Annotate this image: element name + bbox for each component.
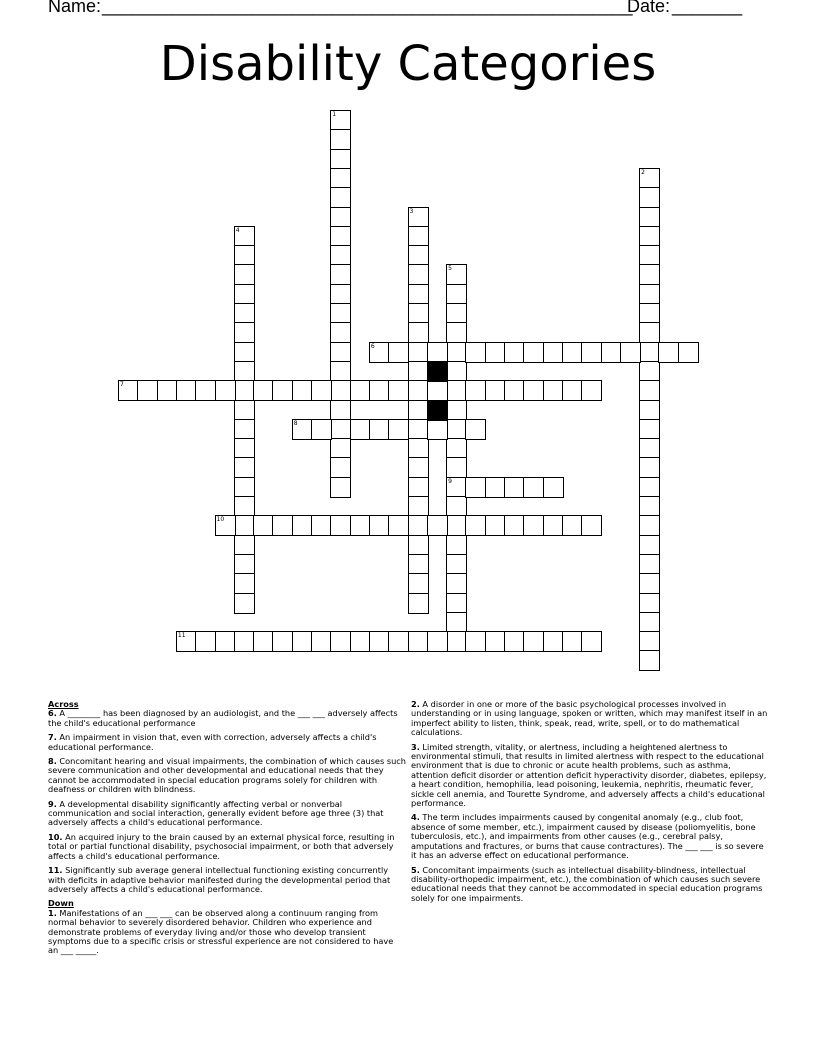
- crossword-cell[interactable]: [311, 631, 332, 652]
- crossword-cell[interactable]: [639, 226, 660, 247]
- crossword-cell[interactable]: [581, 515, 602, 536]
- crossword-cell[interactable]: [523, 477, 544, 498]
- crossword-cell[interactable]: [639, 477, 660, 498]
- clue-number: 8: [293, 419, 298, 427]
- clue-number: 11: [177, 632, 186, 640]
- crossword-cell[interactable]: [195, 631, 216, 652]
- date-blank[interactable]: _______: [672, 0, 743, 16]
- crossword-cell[interactable]: [292, 631, 313, 652]
- crossword-cell[interactable]: [195, 380, 216, 401]
- crossword-cell[interactable]: [330, 438, 351, 459]
- crossword-cell[interactable]: [350, 380, 371, 401]
- clue-number: 4: [235, 226, 240, 234]
- clue-number: 5: [448, 265, 452, 273]
- clue-across-10: 10. An acquired injury to the brain caused by an external physical force, resulting in total or partial functional disability, psychosocial impairment, or both that adversely affects a child's educational performance.: [48, 831, 395, 861]
- crossword-cell[interactable]: [330, 207, 351, 228]
- name-blank[interactable]: _____________________________________________________: [102, 0, 633, 16]
- clue-across-6: 6. A ________ has been diagnosed by an audiologist, and the ___ ___ adversely affects the child's educational performance: [48, 708, 398, 728]
- crossword-cell[interactable]: [330, 168, 351, 189]
- name-label: Name:: [48, 0, 102, 16]
- crossword-cell[interactable]: [253, 515, 274, 536]
- crossword-cell[interactable]: [639, 535, 660, 556]
- crossword-cell[interactable]: [543, 477, 564, 498]
- crossword-cell[interactable]: [330, 457, 351, 478]
- crossword-cell[interactable]: [330, 149, 351, 170]
- clue-down-3: 3. Limited strength, vitality, or alertness, including a heightened alertness to environmental stimuli, that results in limited alertness with respect to the educational environment that is due to chronic or acute health problems, such as asthma, attention deficit disorder or attention deficit hyperactivity disorder, diabetes, epilepsy, a heart condition, hemophilia, lead poisoning, leukemia, nephritis, rheumatic fever, sickle cell anemia, and Tourette Syndrome, and adversely affects a child's educational performance.: [411, 741, 767, 809]
- crossword-cell[interactable]: [427, 515, 448, 536]
- crossword-cell[interactable]: [388, 515, 409, 536]
- crossword-cell[interactable]: [292, 380, 313, 401]
- crossword-cell[interactable]: [176, 631, 197, 652]
- crossword-cell[interactable]: [446, 264, 467, 285]
- clue-number: 6: [370, 342, 375, 350]
- crossword-cell[interactable]: [504, 515, 525, 536]
- crossword-cell[interactable]: [639, 284, 660, 305]
- crossword-cell[interactable]: [350, 515, 371, 536]
- crossword-cell[interactable]: [620, 342, 641, 363]
- crossword-cell[interactable]: [658, 342, 679, 363]
- crossword-cell[interactable]: [408, 226, 429, 247]
- crossword-cell[interactable]: [408, 342, 429, 363]
- crossword-cell[interactable]: [388, 419, 409, 440]
- page-title: Disability Categories: [159, 36, 657, 92]
- clue-number: 10: [216, 516, 225, 524]
- crossword-cell[interactable]: [408, 496, 429, 517]
- crossword-cell[interactable]: [562, 631, 583, 652]
- crossword-cell[interactable]: [234, 457, 255, 478]
- crossword-cell[interactable]: [234, 303, 255, 324]
- crossword-cell[interactable]: [581, 380, 602, 401]
- crossword-cell[interactable]: [330, 226, 351, 247]
- crossword-cell[interactable]: [234, 554, 255, 575]
- crossword-cell[interactable]: [234, 361, 255, 382]
- crossword-cell[interactable]: [408, 303, 429, 324]
- crossword-cell[interactable]: [465, 380, 486, 401]
- crossword-cell[interactable]: [330, 631, 351, 652]
- crossword-cell[interactable]: [485, 342, 506, 363]
- crossword-cell[interactable]: [234, 400, 255, 421]
- clue-across-11: 11. Significantly sub average general intellectual functioning existing concurrently with deficits in adaptive behavior manifested during the developmental period that adversely affects a child's educational performance.: [48, 865, 391, 894]
- crossword-cell[interactable]: [446, 438, 467, 459]
- crossword-cell[interactable]: [330, 110, 351, 131]
- crossword-cell[interactable]: [215, 380, 236, 401]
- clues-left-column: [48, 700, 406, 961]
- crossword-cell[interactable]: [234, 515, 255, 536]
- crossword-cell[interactable]: [504, 477, 525, 498]
- crossword-cell[interactable]: [137, 380, 158, 401]
- crossword-cell[interactable]: [639, 612, 660, 633]
- crossword-cell[interactable]: [234, 593, 255, 614]
- crossword-cell[interactable]: [543, 342, 564, 363]
- crossword-cell[interactable]: [639, 573, 660, 594]
- crossword-cell[interactable]: [408, 457, 429, 478]
- crossword-cell[interactable]: [446, 593, 467, 614]
- crossword-cell[interactable]: [446, 419, 467, 440]
- crossword-cell[interactable]: [330, 264, 351, 285]
- crossword-cell[interactable]: [330, 284, 351, 305]
- crossword-cell[interactable]: [639, 554, 660, 575]
- crossword-cell[interactable]: [446, 284, 467, 305]
- clues-right-column: [411, 700, 769, 908]
- crossword-cell[interactable]: [234, 438, 255, 459]
- crossword-cell[interactable]: [234, 380, 255, 401]
- crossword-cell[interactable]: [446, 612, 467, 633]
- crossword-cell[interactable]: [292, 419, 313, 440]
- crossword-cell[interactable]: [465, 342, 486, 363]
- crossword-cell[interactable]: [408, 477, 429, 498]
- crossword-cell[interactable]: [446, 361, 467, 382]
- crossword-cell[interactable]: [639, 380, 660, 401]
- crossword-cell[interactable]: [543, 380, 564, 401]
- crossword-cell[interactable]: [388, 631, 409, 652]
- date-label: Date:: [627, 0, 671, 16]
- crossword-cell[interactable]: [234, 342, 255, 363]
- crossword-cell[interactable]: [465, 515, 486, 536]
- crossword-cell[interactable]: [504, 342, 525, 363]
- crossword-cell[interactable]: [446, 322, 467, 343]
- crossword-cell[interactable]: [639, 207, 660, 228]
- crossword-cell[interactable]: [408, 264, 429, 285]
- crossword-cell[interactable]: [543, 631, 564, 652]
- crossword-cell[interactable]: [408, 593, 429, 614]
- crossword-cell[interactable]: [408, 361, 429, 382]
- crossword-cell[interactable]: [330, 245, 351, 266]
- crossword-cell[interactable]: [562, 342, 583, 363]
- crossword-cell[interactable]: [446, 303, 467, 324]
- crossword-cell[interactable]: [446, 477, 467, 498]
- crossword-cell[interactable]: [446, 400, 467, 421]
- crossword-cell[interactable]: [465, 419, 486, 440]
- crossword-cell[interactable]: [504, 380, 525, 401]
- crossword-cell[interactable]: [408, 631, 429, 652]
- clue-down-2: 2. A disorder in one or more of the basic psychological processes involved in understanding or in using language, spoken or written, which may manifest itself in an imperfect ability to listen, think, speak, read, write, spell, or to do mathematical calculations.: [411, 699, 768, 738]
- clue-number: 7: [120, 381, 124, 389]
- crossword-cell[interactable]: [350, 631, 371, 652]
- crossword-cell[interactable]: [639, 342, 660, 363]
- crossword-cell[interactable]: [234, 245, 255, 266]
- crossword-cell[interactable]: [350, 419, 371, 440]
- crossword-cell[interactable]: [234, 322, 255, 343]
- crossword-cell[interactable]: [330, 187, 351, 208]
- crossword-cell[interactable]: [639, 419, 660, 440]
- crossword-cell[interactable]: [408, 438, 429, 459]
- crossword-cell[interactable]: [234, 631, 255, 652]
- crossword-cell[interactable]: [234, 419, 255, 440]
- crossword-cell[interactable]: [446, 457, 467, 478]
- crossword-cell[interactable]: [330, 477, 351, 498]
- crossword-cell[interactable]: [485, 477, 506, 498]
- crossword-cell[interactable]: [408, 322, 429, 343]
- crossword-cell[interactable]: [330, 322, 351, 343]
- clue-across-7: 7. An impairment in vision that, even with correction, adversely affects a child's educational performance.: [48, 732, 377, 752]
- crossword-cell[interactable]: [446, 380, 467, 401]
- crossword-cell[interactable]: [369, 342, 390, 363]
- crossword-cell[interactable]: [446, 515, 467, 536]
- crossword-cell[interactable]: [330, 361, 351, 382]
- crossword-cell[interactable]: [446, 496, 467, 517]
- crossword-cell[interactable]: [408, 419, 429, 440]
- crossword-cell[interactable]: [446, 342, 467, 363]
- crossword-cell[interactable]: [157, 380, 178, 401]
- crossword-cell[interactable]: [234, 264, 255, 285]
- crossword-cell[interactable]: [118, 380, 139, 401]
- crossword-cell[interactable]: [408, 284, 429, 305]
- crossword-cell[interactable]: [234, 496, 255, 517]
- clue-number: 2: [641, 168, 645, 176]
- crossword-cell[interactable]: [639, 322, 660, 343]
- crossword-cell[interactable]: [465, 477, 486, 498]
- crossword-block-cell: [427, 400, 448, 421]
- crossword-cell[interactable]: [639, 168, 660, 189]
- crossword-cell[interactable]: [427, 419, 448, 440]
- crossword-cell[interactable]: [446, 631, 467, 652]
- crossword-cell[interactable]: [639, 631, 660, 652]
- crossword-cell[interactable]: [581, 631, 602, 652]
- crossword-cell[interactable]: [292, 515, 313, 536]
- crossword-cell[interactable]: [234, 535, 255, 556]
- crossword-cell[interactable]: [330, 515, 351, 536]
- crossword-cell[interactable]: [639, 438, 660, 459]
- crossword-cell[interactable]: [330, 303, 351, 324]
- crossword-cell[interactable]: [176, 380, 197, 401]
- crossword-cell[interactable]: [639, 245, 660, 266]
- crossword-cell[interactable]: [369, 631, 390, 652]
- crossword-cell[interactable]: [330, 419, 351, 440]
- clue-down-1: 1. Manifestations of an ___ ___ can be observed along a continuum ranging from normal behavior to severely disordered behavior. Children who experience and demonstrate problems of everyday living and/or those who develop transient symptoms due to a specific crisis or stressful experience are not considered to have an ___ _____.: [48, 907, 394, 956]
- crossword-cell[interactable]: [639, 400, 660, 421]
- crossword-cell[interactable]: [234, 477, 255, 498]
- crossword-cell[interactable]: [639, 187, 660, 208]
- crossword-cell[interactable]: [639, 593, 660, 614]
- clue-number: 3: [409, 207, 414, 215]
- crossword-block-cell: [427, 361, 448, 382]
- crossword-cell[interactable]: [369, 419, 390, 440]
- crossword-cell[interactable]: [408, 554, 429, 575]
- crossword-cell[interactable]: [253, 380, 274, 401]
- crossword-cell[interactable]: [639, 496, 660, 517]
- crossword-cell[interactable]: [427, 342, 448, 363]
- crossword-cell[interactable]: [446, 573, 467, 594]
- crossword-cell[interactable]: [446, 535, 467, 556]
- crossword-cell[interactable]: [465, 631, 486, 652]
- down-heading: Down: [48, 898, 74, 909]
- crossword-cell[interactable]: [234, 226, 255, 247]
- crossword-cell[interactable]: [485, 380, 506, 401]
- crossword-cell[interactable]: [408, 380, 429, 401]
- crossword-cell[interactable]: [639, 264, 660, 285]
- crossword-cell[interactable]: [504, 631, 525, 652]
- crossword-cell[interactable]: [272, 631, 293, 652]
- crossword-cell[interactable]: [523, 380, 544, 401]
- crossword-cell[interactable]: [311, 515, 332, 536]
- crossword-cell[interactable]: [408, 245, 429, 266]
- crossword-cell[interactable]: [388, 380, 409, 401]
- crossword-cell[interactable]: [272, 515, 293, 536]
- crossword-cell[interactable]: [272, 380, 293, 401]
- clue-down-5: 5. Concomitant impairments (such as intellectual disability-blindness, intellectual disability-orthopedic impairment, etc.), the combination of which causes such severe educational needs that they cannot be accommodated in special education programs solely for one impairments.: [411, 864, 763, 903]
- crossword-cell[interactable]: [639, 303, 660, 324]
- crossword-cell[interactable]: [408, 515, 429, 536]
- crossword-cell[interactable]: [330, 129, 351, 150]
- crossword-cell[interactable]: [330, 400, 351, 421]
- crossword-cell[interactable]: [562, 515, 583, 536]
- crossword-cell[interactable]: [215, 631, 236, 652]
- crossword-cell[interactable]: [581, 342, 602, 363]
- crossword-cell[interactable]: [369, 515, 390, 536]
- crossword-cell[interactable]: [311, 419, 332, 440]
- crossword-cell[interactable]: [639, 650, 660, 671]
- crossword-cell[interactable]: [330, 380, 351, 401]
- clue-down-4: 4. The term includes impairments caused by congenital anomaly (e.g., club foot, absence of some member, etc.), impairment caused by disease (poliomyelitis, bone tuberculosis, etc.), and impairments from other causes (e.g., cerebral palsy, amputations and fractures, or burns that cause contractures). The ___ ___ is so severe it has an adverse effect on educational performance.: [411, 812, 764, 861]
- crossword-cell[interactable]: [311, 380, 332, 401]
- crossword-cell[interactable]: [234, 284, 255, 305]
- crossword-cell[interactable]: [562, 380, 583, 401]
- clue-across-9: 9. A developmental disability significantly affecting verbal or nonverbal communication and social interaction, generally evident before age three (3) that adversely affects a child's educational performance.: [48, 798, 384, 828]
- clue-across-8: 8. Concomitant hearing and visual impairments, the combination of which causes such severe communication and other developmental and educational needs that they cannot be accommodated in special education programs solely for children with deafness or children with blindness.: [48, 756, 406, 795]
- crossword-cell[interactable]: [639, 361, 660, 382]
- across-heading: Across: [48, 699, 79, 709]
- clue-number: 1: [332, 111, 337, 118]
- crossword-cell[interactable]: [408, 573, 429, 594]
- crossword-cell[interactable]: [408, 207, 429, 228]
- crossword-cell[interactable]: [523, 515, 544, 536]
- crossword-cell[interactable]: [253, 631, 274, 652]
- crossword-cell[interactable]: [446, 554, 467, 575]
- crossword-cell[interactable]: [408, 535, 429, 556]
- crossword-cell[interactable]: [427, 631, 448, 652]
- crossword-cell[interactable]: [601, 342, 622, 363]
- clue-number: 9: [448, 477, 452, 485]
- crossword-cell[interactable]: [639, 457, 660, 478]
- crossword-cell[interactable]: [485, 631, 506, 652]
- crossword-cell[interactable]: [678, 342, 699, 363]
- crossword-cell[interactable]: [523, 631, 544, 652]
- crossword-cell[interactable]: [234, 573, 255, 594]
- crossword-cell[interactable]: [369, 380, 390, 401]
- crossword-cell[interactable]: [523, 342, 544, 363]
- crossword-cell[interactable]: [408, 400, 429, 421]
- crossword-cell[interactable]: [543, 515, 564, 536]
- crossword-cell[interactable]: [330, 342, 351, 363]
- crossword-cell[interactable]: [485, 515, 506, 536]
- crossword-cell[interactable]: [427, 380, 448, 401]
- crossword-cell[interactable]: [639, 515, 660, 536]
- crossword-cell[interactable]: [215, 515, 236, 536]
- crossword-cell[interactable]: [388, 342, 409, 363]
